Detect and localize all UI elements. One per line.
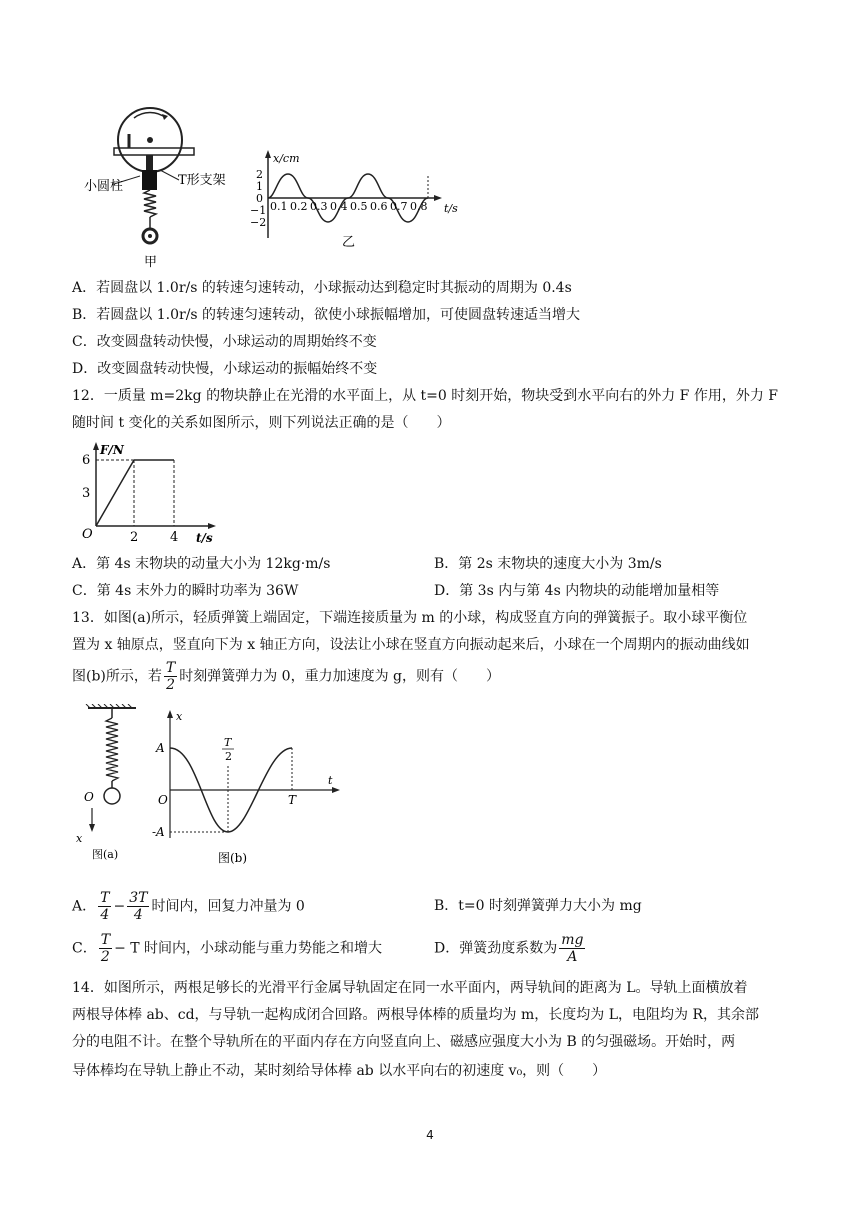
yi-xtick: 0.7 [390,200,408,213]
fig-b-label-t-half-num: T [224,736,232,749]
fig-b-label-x: x [176,710,183,723]
yi-ytick: 2 [256,168,263,181]
q12-option-a: A．第 4s 末物块的动量大小为 12kg·m/s [72,556,331,572]
fig-a-caption: 图(a) [92,848,119,861]
figure-jia-disk-apparatus [84,104,244,274]
q13-stem-line3-post: 时刻弹簧弹力为 0，重力加速度为 g，则有（ ） [179,668,501,685]
yi-xtick: 0.2 [290,200,308,213]
caption-jia: 甲 [144,255,158,270]
yi-ytick: 1 [256,180,263,193]
fig-a-label-o: O [84,790,94,804]
fig-b-label-t-half-den: 2 [225,750,232,763]
fig-b-label-t-axis: t [328,774,333,787]
caption-yi: 乙 [342,235,356,250]
q13-stem-line1: 13．如图(a)所示，轻质弹簧上端固定，下端连接质量为 m 的小球，构成竖直方向的弹簧振子。取小球平衡位 [72,610,748,626]
label-t-support: T形支架 [178,173,226,188]
yi-xtick: 0.4 [330,200,348,213]
q12-xtick: 4 [170,530,179,545]
q13-stem-line3 [72,660,500,693]
q12-origin: O [82,527,93,542]
fraction-t-over-4: $\frac{T}{4}$ [100,890,110,923]
yi-xtick: 0.5 [350,200,368,213]
fig-a-label-x: x [76,832,83,845]
q13-figure-a-spring [72,704,152,864]
label-small-cylinder: 小圆柱 [84,179,124,194]
q13-stem-line3-pre: 图(b)所示，若 [72,668,162,685]
q12-xlabel: t/s [196,531,213,545]
q13-option-c: C． $\frac{T}{2}$ − T 时间内，小球动能与重力势能之和增大 [72,932,383,965]
q14-stem-line4: 导体棒均在导轨上静止不动，某时刻给导体棒 ab 以水平向右的初速度 v₀，则（ ） [72,1063,607,1079]
yi-ytick: 0 [256,192,263,205]
q11-option-b: B．若圆盘以 1.0r/s 的转速匀速转动，欲使小球振幅增加，可使圆盘转速适当增大 [72,307,581,323]
q13-figure-b-displacement-graph [148,708,348,868]
fraction-mg-over-a: $\frac{mg}{A}$ [561,932,584,965]
yi-xtick: 0.6 [370,200,388,213]
q12-ytick: 6 [82,453,91,468]
yi-xtick: 0.1 [270,200,288,213]
q12-xtick: 2 [130,530,139,545]
q14-stem-line3: 分的电阻不计。在整个导轨所在的平面内存在方向竖直向上、磁感应强度大小为 B 的匀强磁场。开始时，两 [72,1034,736,1050]
yi-ylabel: x/cm [273,152,300,165]
q11-option-c: C．改变圆盘转动快慢，小球运动的周期始终不变 [72,334,377,350]
q12-option-c: C．第 4s 末外力的瞬时功率为 36W [72,583,299,599]
yi-ytick: −1 [250,204,267,217]
q12-option-b: B．第 2s 末物块的速度大小为 3m/s [434,556,662,572]
q11-option-a: A．若圆盘以 1.0r/s 的转速匀速转动，小球振动达到稳定时其振动的周期为 0.4s [72,280,572,296]
q14-stem-line1: 14．如图所示，两根足够长的光滑平行金属导轨固定在同一水平面内，两导轨间的距离为 L。导轨上面横放着 [72,980,748,996]
yi-xtick: 0.8 [410,200,428,213]
fig-b-label-o: O [158,793,168,807]
fraction-3t-over-4: $\frac{3T}{4}$ [129,890,148,923]
yi-ytick: −2 [250,216,267,229]
yi-xtick: 0.3 [310,200,328,213]
figure-yi-vibration-graph [238,150,468,252]
fraction-t-over-2: $\frac{T}{2}$ [100,932,111,965]
fig-b-label-t-period: T [288,793,297,807]
q12-stem-line2: 随时间 t 变化的关系如图所示，则下列说法正确的是（ ） [72,415,451,431]
fig-b-label-neg-a: -A [152,825,165,839]
q14-stem-line2: 两根导体棒 ab、cd，与导轨一起构成闭合回路。两根导体棒的质量均为 m，长度均为 L，电阻均为 R，其余部 [72,1007,760,1023]
q11-option-d: D．改变圆盘转动快慢，小球运动的振幅始终不变 [72,361,378,377]
q13-option-b: B．t=0 时刻弹簧弹力大小为 mg [434,898,642,914]
fig-b-label-a: A [156,741,165,755]
q12-option-d: D．第 3s 内与第 4s 内物块的动能增加量相等 [434,583,720,599]
fraction-t-over-2: $\frac{T}{2}$ [165,660,176,693]
yi-xlabel: t/s [444,202,458,215]
q12-ylabel: F/N [100,443,124,457]
fig-b-caption: 图(b) [218,851,248,865]
q13-option-a: A． $\frac{T}{4}$ − $\frac{3T}{4}$ 时间内，回复力冲量为 0 [72,890,305,923]
q12-ytick: 3 [82,486,91,501]
q12-force-time-graph [76,442,226,548]
q12-stem-line1: 12．一质量 m=2kg 的物块静止在光滑的水平面上，从 t=0 时刻开始，物块受到水平向右的外力 F 作用，外力 F [72,388,779,404]
q13-option-d: D．弹簧劲度系数为 $\frac{mg}{A}$ [434,932,584,965]
q13-stem-line2: 置为 x 轴原点，竖直向下为 x 轴正方向，设法让小球在竖直方向振动起来后，小球在一个周期内的振动曲线如 [72,637,750,653]
page-number: 4 [426,1128,434,1142]
